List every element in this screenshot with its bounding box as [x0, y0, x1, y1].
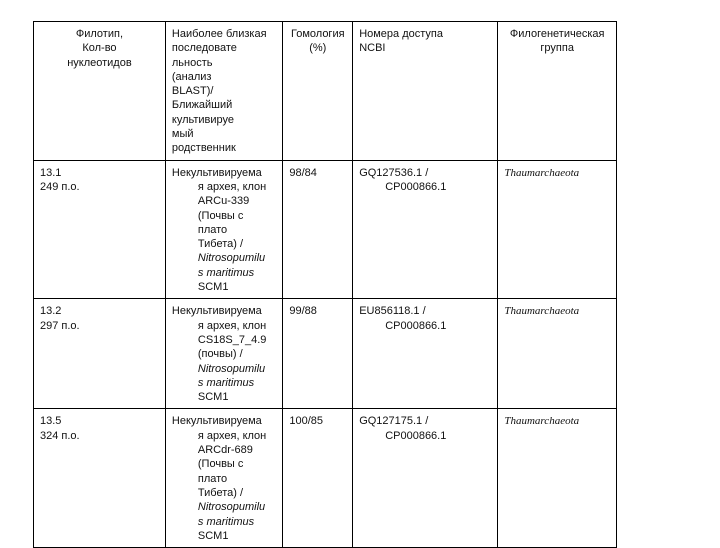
header-phylotype: Филотип, Кол-во нуклеотидов: [34, 22, 166, 161]
closest-line: я архея, клон: [197, 429, 267, 442]
closest-species: Nitrosopumilu: [197, 252, 266, 265]
closest-species: s maritimus: [197, 376, 255, 389]
closest-strain: SCM1: [197, 391, 229, 404]
cell-group: Thaumarchaeota: [498, 160, 617, 299]
cell-homology: 100/85: [283, 409, 353, 548]
closest-line: плато: [197, 223, 228, 236]
cell-closest: [165, 299, 282, 409]
closest-line: я архея, клон: [197, 180, 267, 193]
closest-line: Тибета) /: [197, 486, 244, 499]
closest-strain: SCM1: [197, 529, 229, 542]
closest-line: ARCu-339: [197, 195, 250, 208]
closest-line: Некультивируема: [171, 415, 262, 428]
closest-line: я архея, клон: [197, 319, 267, 332]
cell-accession: [353, 299, 498, 409]
header-accession: Номера доступа NCBI: [353, 22, 498, 161]
closest-line: (Почвы с: [197, 209, 244, 222]
cell-accession: [353, 409, 498, 548]
closest-line: CS18S_7_4.9: [197, 333, 267, 346]
table-row: [34, 409, 617, 548]
closest-species: s maritimus: [197, 266, 255, 279]
cell-accession: [353, 160, 498, 299]
closest-line: плато: [197, 472, 228, 485]
cell-phylotype: 13.1 249 п.о.: [34, 160, 166, 299]
cell-group: Thaumarchaeota: [498, 299, 617, 409]
closest-line: Некультивируема: [171, 305, 262, 318]
header-homology: Гомология (%): [283, 22, 353, 161]
accession-first: GQ127536.1 /: [359, 166, 429, 179]
accession-second: CP000866.1: [385, 180, 447, 193]
closest-species: Nitrosopumilu: [197, 501, 266, 514]
closest-species: Nitrosopumilu: [197, 362, 266, 375]
header-closest-text: Наиболее близкая последовате льность (анализ BLAST)/ Ближайший культивируе мый родственник: [171, 28, 267, 155]
cell-phylotype: 13.5 324 п.о.: [34, 409, 166, 548]
table-row: [34, 160, 617, 299]
table-header-row: [34, 22, 617, 161]
accession-second: CP000866.1: [385, 319, 447, 332]
phylotype-table: [33, 21, 617, 548]
accession-first: GQ127175.1 /: [359, 415, 429, 428]
cell-closest: [165, 160, 282, 299]
closest-line: Некультивируема: [171, 166, 262, 179]
cell-phylotype: 13.2 297 п.о.: [34, 299, 166, 409]
closest-line: (Почвы с: [197, 458, 244, 471]
closest-line: ARCdr-689: [197, 444, 253, 457]
cell-group: Thaumarchaeota: [498, 409, 617, 548]
header-closest-sequence: [165, 22, 282, 161]
accession-second: CP000866.1: [385, 429, 447, 442]
accession-first: EU856118.1 /: [359, 305, 426, 318]
cell-homology: 98/84: [283, 160, 353, 299]
cell-closest: [165, 409, 282, 548]
cell-homology: 99/88: [283, 299, 353, 409]
table-row: [34, 299, 617, 409]
closest-species: s maritimus: [197, 515, 255, 528]
closest-strain: SCM1: [197, 281, 229, 294]
closest-line: (почвы) /: [197, 348, 243, 361]
header-group: Филогенетическая группа: [498, 22, 617, 161]
closest-line: Тибета) /: [197, 238, 244, 251]
